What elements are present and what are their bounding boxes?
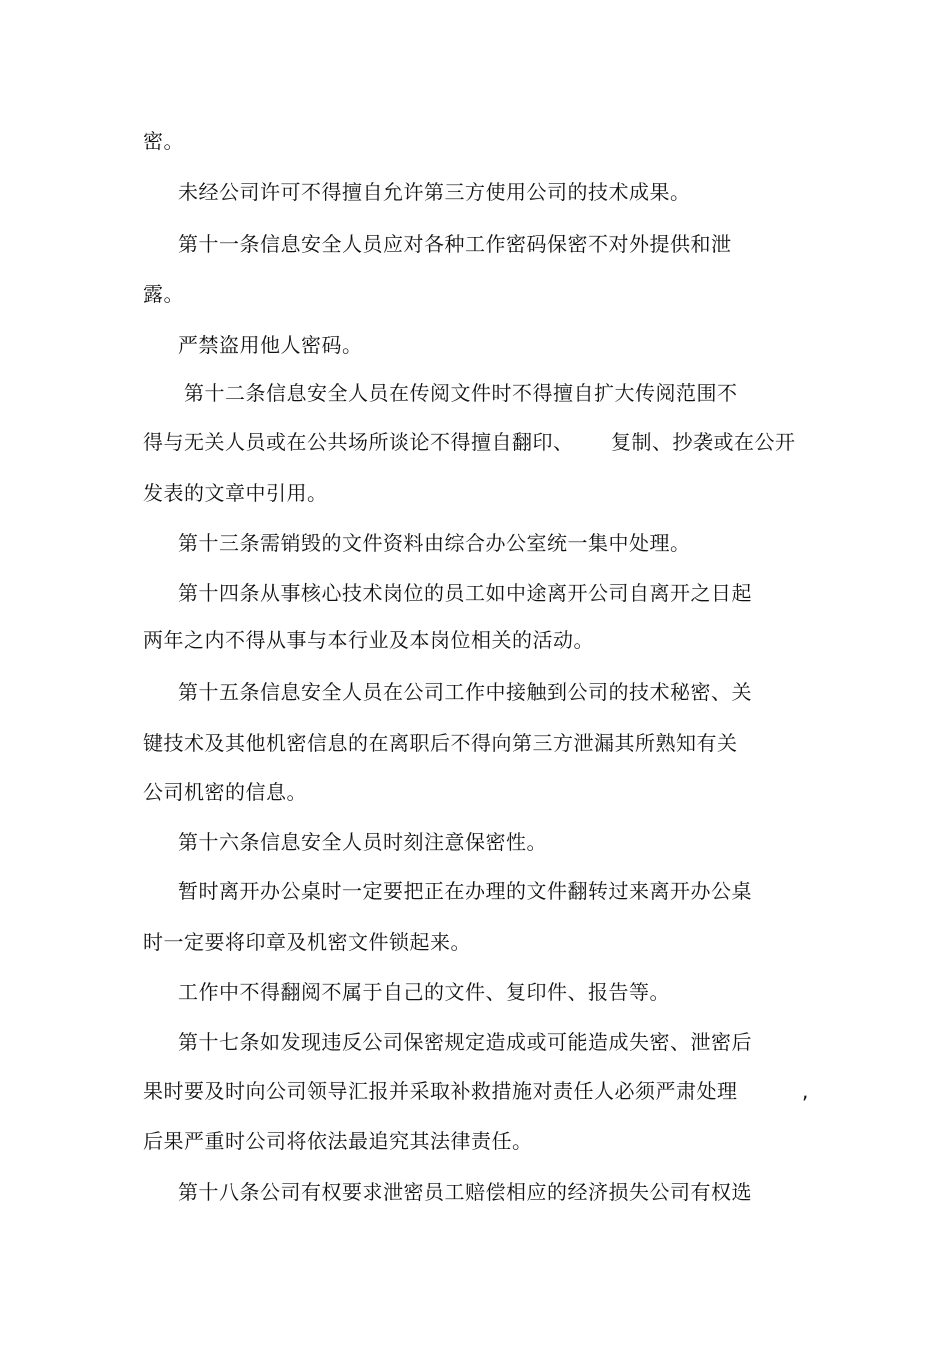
text-line: 键技术及其他机密信息的在离职后不得向第三方泄漏其所熟知有关: [143, 731, 738, 755]
text-line: ,: [802, 1079, 809, 1103]
text-line: 暂时离开办公桌时一定要把正在办理的文件翻转过来离开办公桌: [178, 879, 752, 903]
text-line: 复制、抄袭或在公开: [611, 430, 796, 454]
text-line: 第十八条公司有权要求泄密员工赔偿相应的经济损失公司有权选: [178, 1180, 752, 1204]
text-line: 露。: [143, 282, 184, 306]
text-line: 密。: [143, 129, 184, 153]
text-line: 公司机密的信息。: [143, 780, 307, 804]
text-line: 时一定要将印章及机密文件锁起来。: [143, 930, 471, 954]
text-line: 未经公司许可不得擅自允许第三方使用公司的技术成果。: [178, 180, 691, 204]
text-line: 第十七条如发现违反公司保密规定造成或可能造成失密、泄密后: [178, 1030, 752, 1054]
text-line: 果时要及时向公司领导汇报并采取补救措施对责任人必须严肃处理: [143, 1079, 738, 1103]
text-line: 严禁盗用他人密码。: [178, 333, 363, 357]
text-line: 两年之内不得从事与本行业及本岗位相关的活动。: [143, 628, 594, 652]
text-line: 工作中不得翻阅不属于自己的文件、复印件、报告等。: [178, 980, 670, 1004]
text-line: 第十三条需销毁的文件资料由综合办公室统一集中处理。: [178, 531, 691, 555]
text-line: 后果严重时公司将依法最追究其法律责任。: [143, 1129, 533, 1153]
text-line: 第十二条信息安全人员在传阅文件时不得擅自扩大传阅范围不: [184, 381, 738, 405]
text-line: 发表的文章中引用。: [143, 481, 328, 505]
text-line: 第十一条信息安全人员应对各种工作密码保密不对外提供和泄: [178, 232, 732, 256]
text-line: 得与无关人员或在公共场所谈论不得擅自翻印、: [143, 430, 574, 454]
text-line: 第十六条信息安全人员时刻注意保密性。: [178, 830, 547, 854]
text-line: 第十五条信息安全人员在公司工作中接触到公司的技术秘密、关: [178, 680, 752, 704]
text-line: 第十四条从事核心技术岗位的员工如中途离开公司自离开之日起: [178, 581, 752, 605]
